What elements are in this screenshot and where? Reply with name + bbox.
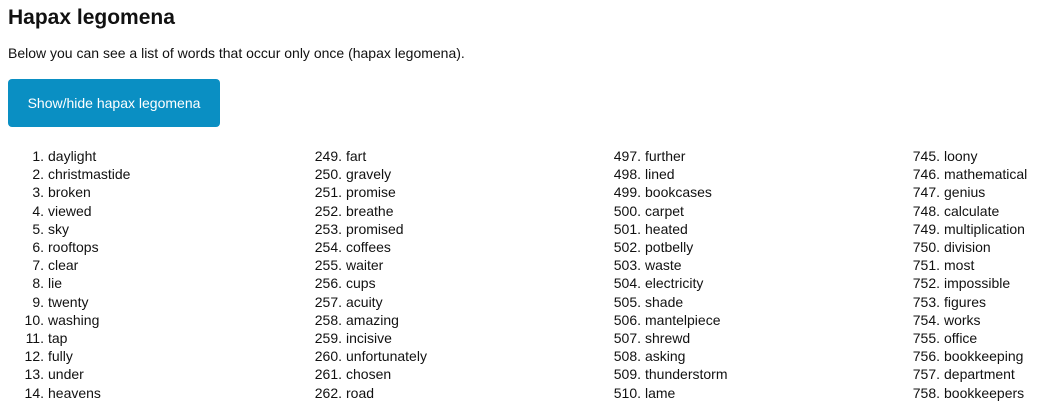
list-item-word: cups — [346, 275, 376, 292]
list-item-word: multiplication — [944, 220, 1025, 237]
list-item-word: figures — [944, 293, 987, 310]
list-item-number: 11. — [25, 330, 44, 347]
list-item — [8, 347, 130, 365]
list-item — [611, 147, 727, 165]
list-item — [611, 274, 727, 292]
list-item-number: 508. — [613, 348, 641, 365]
list-item — [909, 238, 1027, 256]
show-hide-hapax-button[interactable]: Show/hide hapax legomena — [8, 79, 220, 127]
list-item-word: bookcases — [645, 184, 712, 201]
list-item — [313, 365, 427, 383]
list-item — [611, 311, 727, 329]
list-item-number: 753. — [912, 293, 940, 310]
list-item — [611, 384, 727, 402]
list-item-number: 8. — [32, 275, 44, 292]
list-item-word: under — [48, 366, 84, 383]
list-item-number: 755. — [912, 330, 940, 347]
list-item — [611, 220, 727, 238]
list-item-word: shade — [645, 293, 684, 310]
list-item-number: 754. — [912, 311, 940, 328]
list-item-word: bookkeepers — [944, 384, 1025, 401]
list-item — [909, 202, 1027, 220]
list-item-number: 503. — [613, 257, 641, 274]
list-item-number: 258. — [314, 311, 342, 328]
list-item-number: 750. — [912, 239, 940, 256]
list-item-number: 250. — [314, 166, 342, 183]
list-item — [909, 365, 1027, 383]
list-item-number: 748. — [912, 202, 940, 219]
list-item-number: 259. — [314, 330, 342, 347]
list-item — [313, 329, 427, 347]
list-item-number: 10. — [24, 311, 44, 328]
list-item-word: waiter — [346, 257, 384, 274]
list-item-word: gravely — [346, 166, 392, 183]
list-item-number: 756. — [912, 348, 940, 365]
list-item-word: mathematical — [944, 166, 1028, 183]
list-item-number: 758. — [912, 384, 940, 401]
list-item-word: unfortunately — [346, 348, 427, 365]
word-list-column-3 — [611, 147, 727, 402]
list-item-word: lame — [645, 384, 676, 401]
list-item-number: 752. — [912, 275, 940, 292]
list-item-word: fart — [346, 148, 367, 164]
list-item-word: coffees — [346, 239, 391, 256]
list-item — [8, 202, 130, 220]
list-item-number: 504. — [613, 275, 641, 292]
list-item — [8, 274, 130, 292]
list-item-word: daylight — [48, 148, 97, 164]
list-item-word: tap — [48, 330, 68, 347]
list-item — [8, 256, 130, 274]
list-item-word: office — [944, 330, 978, 347]
list-item — [313, 202, 427, 220]
list-item-number: 249. — [314, 148, 342, 164]
list-item — [909, 274, 1027, 292]
list-item — [8, 238, 130, 256]
list-item-number: 507. — [613, 330, 641, 347]
list-item-word: road — [346, 384, 375, 401]
word-list-column-2 — [313, 147, 427, 402]
list-item-word: washing — [48, 311, 100, 328]
list-item — [909, 165, 1027, 183]
list-item — [313, 347, 427, 365]
list-item — [313, 147, 427, 165]
page-description: Below you can see a list of words that occur only once (hapax legomena). — [8, 45, 465, 61]
list-item — [8, 165, 130, 183]
list-item-word: bookkeeping — [944, 348, 1024, 365]
page-title: Hapax legomena — [8, 6, 175, 29]
list-item — [313, 274, 427, 292]
list-item-number: 261. — [314, 366, 342, 383]
list-item — [313, 220, 427, 238]
list-item-number: 749. — [912, 220, 940, 237]
list-item-number: 2. — [32, 166, 44, 183]
list-item-word: fully — [48, 348, 73, 365]
list-item — [909, 384, 1027, 402]
list-item-number: 252. — [314, 202, 342, 219]
list-item-number: 499. — [613, 184, 641, 201]
list-item-word: works — [944, 311, 981, 328]
list-item-number: 262. — [314, 384, 342, 401]
list-item-word: further — [645, 148, 686, 164]
list-item-word: most — [944, 257, 975, 274]
list-item-word: mantelpiece — [645, 311, 721, 328]
list-item-word: thunderstorm — [645, 366, 728, 383]
list-item — [313, 293, 427, 311]
list-item — [611, 347, 727, 365]
list-item — [909, 311, 1027, 329]
list-item-word: loony — [944, 148, 978, 164]
list-item-word: incisive — [346, 330, 392, 347]
list-item-word: carpet — [645, 202, 684, 219]
list-item-number: 1. — [32, 148, 44, 164]
list-item — [313, 165, 427, 183]
list-item-word: rooftops — [48, 239, 99, 256]
list-item-word: shrewd — [645, 330, 691, 347]
list-item-word: lined — [645, 166, 675, 183]
list-item-word: promised — [346, 220, 404, 237]
list-item — [909, 347, 1027, 365]
list-item-number: 260. — [314, 348, 342, 365]
list-item — [909, 183, 1027, 201]
list-item-word: broken — [48, 184, 91, 201]
list-item-word: genius — [944, 184, 986, 201]
list-item-number: 747. — [912, 184, 940, 201]
list-item-number: 509. — [613, 366, 641, 383]
list-item — [909, 147, 1027, 165]
list-item — [8, 365, 130, 383]
list-item-number: 510. — [613, 384, 641, 401]
list-item — [8, 329, 130, 347]
list-item-number: 254. — [314, 239, 342, 256]
list-item — [909, 293, 1027, 311]
list-item-number: 7. — [32, 257, 44, 274]
list-item-word: electricity — [645, 275, 704, 292]
list-item — [313, 311, 427, 329]
list-item-word: asking — [645, 348, 686, 365]
list-item — [611, 329, 727, 347]
list-item-word: christmastide — [48, 166, 131, 183]
list-item-word: promise — [346, 184, 396, 201]
list-item — [909, 329, 1027, 347]
list-item-word: heavens — [48, 384, 101, 401]
list-item-word: breathe — [346, 202, 394, 219]
list-item — [611, 183, 727, 201]
word-list-column-4 — [909, 147, 1027, 402]
list-item — [8, 147, 130, 165]
list-item — [8, 293, 130, 311]
list-item-number: 746. — [912, 166, 940, 183]
list-item-number: 497. — [613, 148, 641, 164]
list-item-word: waste — [645, 257, 682, 274]
list-item — [611, 238, 727, 256]
list-item — [611, 202, 727, 220]
list-item-word: division — [944, 239, 991, 256]
list-item-number: 9. — [32, 293, 44, 310]
list-item-number: 4. — [32, 202, 44, 219]
list-item — [611, 365, 727, 383]
list-item-number: 502. — [613, 239, 641, 256]
list-item-number: 500. — [613, 202, 641, 219]
list-item-word: chosen — [346, 366, 392, 383]
list-item-number: 745. — [912, 148, 940, 164]
list-item-number: 12. — [24, 348, 44, 365]
list-item-number: 14. — [24, 384, 44, 401]
list-item-word: acuity — [346, 293, 383, 310]
list-item — [313, 183, 427, 201]
list-item-word: lie — [48, 275, 63, 292]
list-item-number: 751. — [912, 257, 940, 274]
list-item — [313, 384, 427, 402]
list-item-number: 6. — [32, 239, 44, 256]
list-item — [611, 165, 727, 183]
list-item — [611, 256, 727, 274]
list-item-word: department — [944, 366, 1015, 383]
list-item-number: 13. — [24, 366, 44, 383]
list-item — [8, 220, 130, 238]
list-item-word: viewed — [48, 202, 92, 219]
list-item — [909, 256, 1027, 274]
word-list-column-1 — [8, 147, 130, 402]
list-item-number: 506. — [613, 311, 641, 328]
list-item — [313, 256, 427, 274]
list-item-word: clear — [48, 257, 79, 274]
list-item — [8, 311, 130, 329]
list-item-word: sky — [48, 220, 69, 237]
list-item — [611, 293, 727, 311]
list-item-word: calculate — [944, 202, 1000, 219]
list-item-word: heated — [645, 220, 688, 237]
list-item-number: 5. — [32, 220, 44, 237]
list-item-number: 3. — [32, 184, 44, 201]
list-item — [8, 183, 130, 201]
list-item — [8, 384, 130, 402]
list-item-word: potbelly — [645, 239, 694, 256]
list-item-word: amazing — [346, 311, 399, 328]
list-item-number: 757. — [912, 366, 940, 383]
list-item-number: 255. — [314, 257, 342, 274]
list-item-number: 251. — [314, 184, 342, 201]
list-item-number: 501. — [613, 220, 641, 237]
list-item-word: impossible — [944, 275, 1011, 292]
list-item-number: 498. — [613, 166, 641, 183]
list-item — [313, 238, 427, 256]
list-item-number: 253. — [314, 220, 342, 237]
list-item — [909, 220, 1027, 238]
list-item-number: 505. — [613, 293, 641, 310]
list-item-word: twenty — [48, 293, 89, 310]
list-item-number: 257. — [314, 293, 342, 310]
list-item-number: 256. — [314, 275, 342, 292]
